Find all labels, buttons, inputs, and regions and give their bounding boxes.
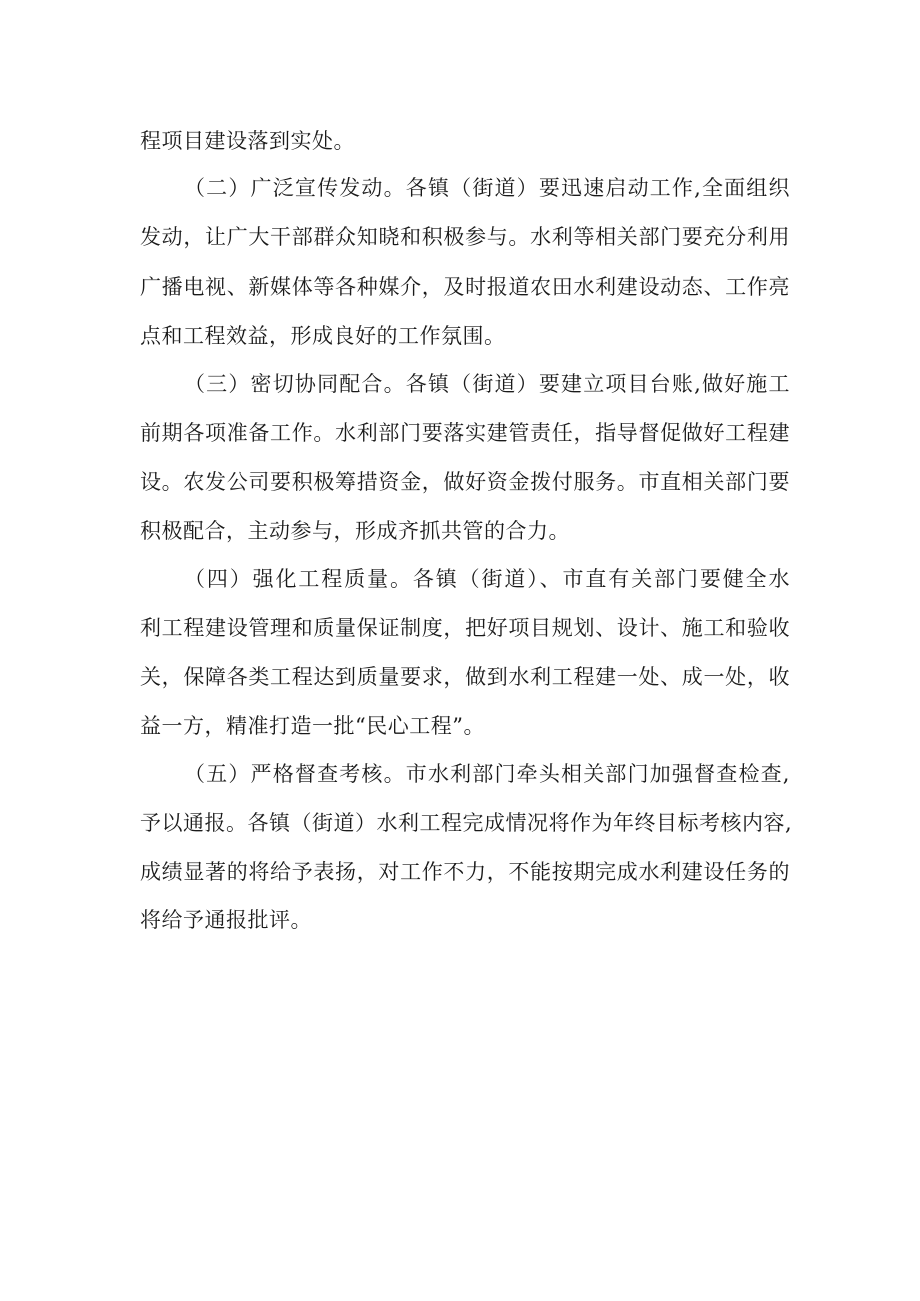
text-line: 点和工程效益，形成良好的工作氛围。 (140, 324, 506, 348)
text-line: 积极配合，主动参与，形成齐抓共管的合力。 (140, 519, 570, 543)
paragraph-heading-line: （四）强化工程质量。各镇（街道）、市直有关部门要健全水 (184, 567, 790, 591)
paragraph-heading-line: （五）严格督查考核。市水利部门牵头相关部门加强督查检查, (184, 762, 790, 786)
text-line: 成绩显著的将给予表扬，对工作不力，不能按期完成水利建设任务的 (140, 860, 790, 884)
paragraph-heading-line: （三）密切协同配合。各镇（街道）要建立项目台账,做好施工 (184, 372, 790, 396)
text-line: 程项目建设落到实处。 (140, 129, 355, 153)
text-line: 关，保障各类工程达到质量要求，做到水利工程建一处、成一处，收 (140, 665, 790, 689)
paragraph-heading-line: （二）广泛宣传发动。各镇（街道）要迅速启动工作,全面组织 (184, 176, 790, 200)
text-line: 益一方，精准打造一批“民心工程”。 (140, 714, 485, 738)
text-line: 将给予通报批评。 (140, 908, 312, 932)
text-line: 设。农发公司要积极筹措资金，做好资金拨付服务。市直相关部门要 (140, 470, 790, 494)
text-line: 予以通报。各镇（街道）水利工程完成情况将作为年终目标考核内容, (140, 811, 793, 835)
text-line: 发动，让广大干部群众知晓和积极参与。水利等相关部门要充分利用 (140, 225, 790, 249)
text-line: 广播电视、新媒体等各种媒介，及时报道农田水利建设动态、工作亮 (140, 275, 790, 299)
text-line: 前期各项准备工作。水利部门要落实建管责任，指导督促做好工程建 (140, 421, 790, 445)
text-line: 利工程建设管理和质量保证制度，把好项目规划、设计、施工和验收 (140, 616, 790, 640)
